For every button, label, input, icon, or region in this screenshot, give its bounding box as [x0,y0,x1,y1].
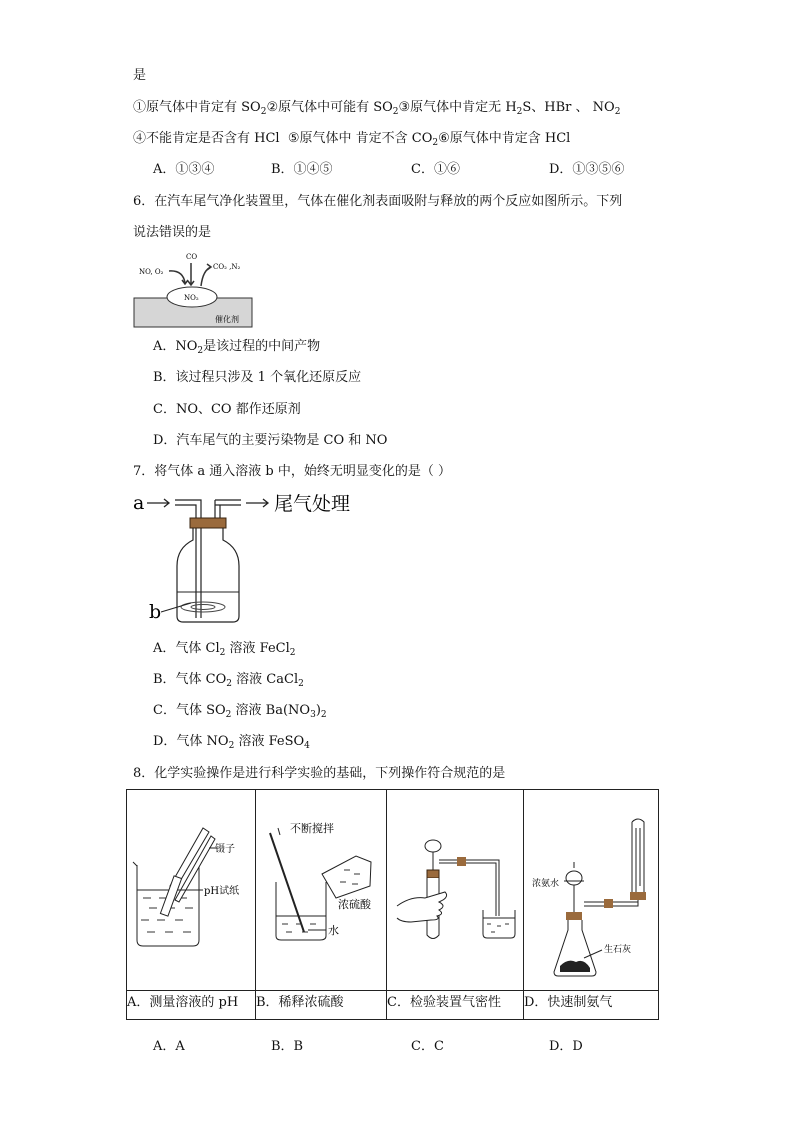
q8-option-b[interactable]: B．B [271,1039,304,1054]
q8-fig-b-acid: 浓硫酸 [338,898,371,911]
q5-option-a[interactable]: A．①③④ [153,162,215,177]
q6-stem-line2: 说法错误的是 [133,225,212,240]
q8-fig-d [524,790,658,986]
q6-option-d[interactable]: D．汽车尾气的主要污染物是 CO 和 NO [153,433,388,448]
q5-tail: 是 [133,68,147,83]
q6-option-a[interactable]: A．$NO_2$是该过程的中间产物 [153,339,321,356]
q8-fig-b-cell [256,790,387,991]
q5-option-d[interactable]: D．①③⑤⑥ [549,162,625,177]
q8-fig-a-paper: pH试纸 [204,886,240,897]
q8-stem: 8．化学实验操作是进行科学实验的基础，下列操作符合规范的是 [133,766,506,781]
q6-stem-line1: 6．在汽车尾气净化装置里，气体在催化剂表面吸附与释放的两个反应如图所示。下列 [133,194,623,209]
q7-option-c[interactable]: C．气体 $SO_2$ 溶液 $Ba(NO_3)_2$ [153,703,327,720]
q8-option-c[interactable]: C．C [411,1039,444,1054]
q8-option-a[interactable]: A．A [153,1039,185,1054]
q7-fig-label-a: a [133,492,145,514]
q7-option-b[interactable]: B．气体 $CO_2$ 溶液 CaCl$_2$ [153,672,304,689]
q6-catalyst-figure [133,250,253,328]
q8-caption-a: A．测量溶液的 pH [127,991,256,1020]
q5-statements-row1: ①原气体中肯定有 $SO_2②$原气体中可能有 $SO_2③$原气体中肯定无 $H_2S$、HBr 、 $NO_2$ [133,100,621,117]
q8-fig-d-lime: 生石灰 [604,945,632,955]
q8-fig-b [256,790,386,986]
q8-caption-d: D．快速制氨气 [524,991,659,1020]
q6-option-c[interactable]: C．NO、CO 都作还原剂 [153,402,301,417]
q8-fig-b-water: 水 [328,924,339,937]
q8-fig-a-cell [127,790,256,991]
q7-option-a[interactable]: A．气体 $Cl_2$ 溶液 FeCl$_2$ [153,641,296,658]
q8-fig-c [387,790,523,986]
q7-fig-outlet: 尾气处理 [274,493,351,515]
q7-stem: 7．将气体 a 通入溶液 b 中，始终无明显变化的是（ ） [133,464,452,479]
q8-option-d[interactable]: D．D [549,1039,583,1054]
q6-fig-left: NO, O₂ [139,268,164,276]
q8-fig-d-cell [524,790,659,991]
q8-fig-b-stir: 不断搅拌 [290,822,334,835]
q7-fig-label-b: b [149,601,162,623]
q5-option-c[interactable]: C．①⑥ [411,162,460,177]
q8-fig-a-tweezers: 镊子 [215,844,235,855]
q8-caption-c: C．检验装置气密性 [387,991,524,1020]
q7-option-d[interactable]: D．气体 $NO_2$ 溶液 FeSO$_4$ [153,734,310,751]
q8-caption-b: B．稀释浓硫酸 [256,991,387,1020]
q6-fig-right: CO₂ ,N₂ [213,263,241,271]
q5-option-b[interactable]: B．①④⑤ [271,162,333,177]
q8-figure-table [126,789,659,1020]
q8-fig-a [127,790,255,986]
q6-fig-center: NO₂ [184,294,199,302]
q5-statements-row2: ④不能肯定是否含有 HCl ⑤原气体中 肯定不含 $CO_2⑥$原气体中肯定含 HCl [133,131,571,148]
q7-gas-bottle-figure [133,488,373,628]
q6-fig-co: CO [186,253,198,261]
q6-option-b[interactable]: B．该过程只涉及 1 个氧化还原反应 [153,370,362,385]
q8-fig-d-ammonia: 浓氨水 [532,879,560,889]
q8-fig-c-cell [387,790,524,991]
q6-fig-base: 催化剂 [215,315,239,324]
